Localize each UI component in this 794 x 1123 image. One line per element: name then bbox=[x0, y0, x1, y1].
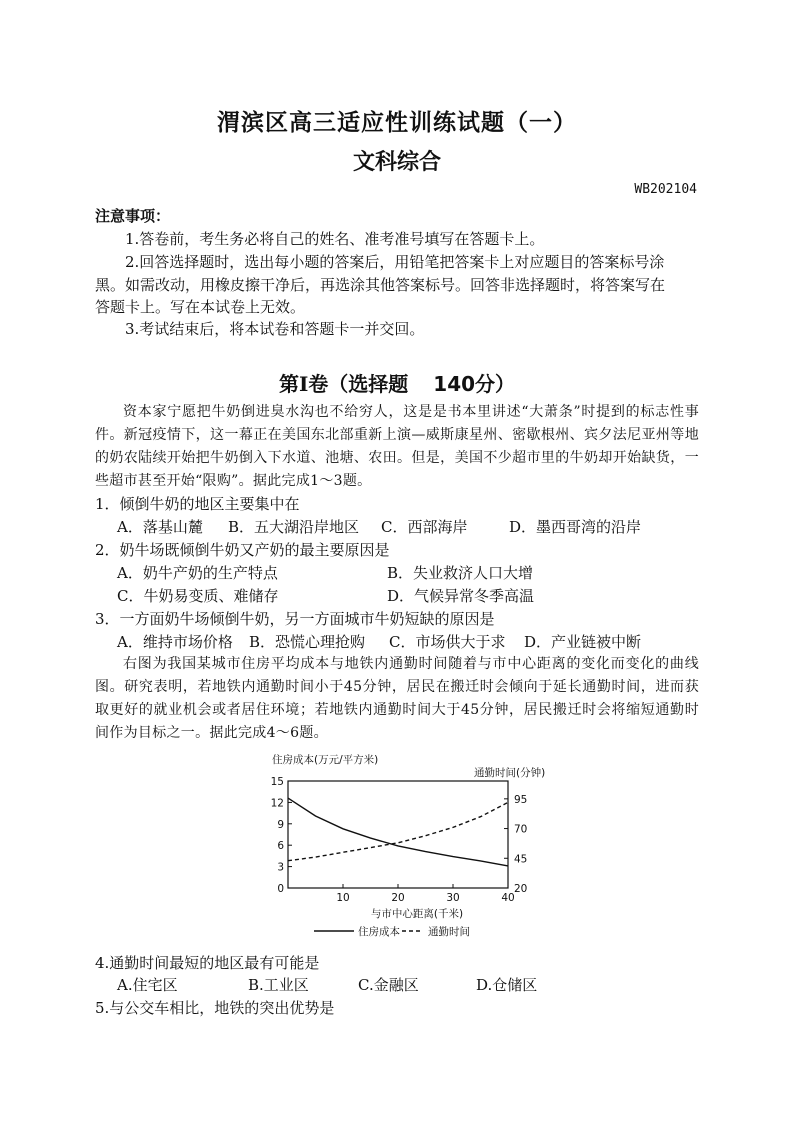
option-c: C．西部海岸 bbox=[381, 518, 468, 536]
option-a: A．落基山麓 bbox=[117, 518, 203, 536]
notice-heading: 注意事项： bbox=[95, 207, 171, 225]
question-stem: 1．倾倒牛奶的地区主要集中在 bbox=[95, 495, 300, 513]
housing-cost-line bbox=[288, 798, 508, 866]
question-stem: 4.通勤时间最短的地区最有可能是 bbox=[95, 954, 320, 972]
option-b: B．五大湖沿岸地区 bbox=[228, 518, 360, 536]
x-tick-label: 20 bbox=[391, 892, 405, 904]
y-tick-label: 12 bbox=[270, 797, 284, 810]
option-c: C．牛奶易变质、难储存 bbox=[117, 587, 279, 605]
y-tick-label: 15 bbox=[270, 776, 284, 788]
y2-tick-label: 70 bbox=[514, 823, 528, 836]
option-a: A．奶牛产奶的生产特点 bbox=[117, 564, 278, 582]
option-b: B.工业区 bbox=[248, 976, 309, 994]
option-d: D.仓储区 bbox=[476, 976, 538, 994]
plot-frame bbox=[288, 781, 508, 888]
notice-line: 答题卡上。写在本试卷上无效。 bbox=[95, 298, 306, 316]
section-score: 140分 bbox=[433, 372, 496, 396]
question-stem: 2．奶牛场既倾倒牛奶又产奶的最主要原因是 bbox=[95, 541, 390, 559]
passage-commute: 右图为我国某城市住房平均成本与地铁内通勤时间随着与市中心距离的变化而变化的曲线图。研究表明，若地铁内通勤时间小于45分钟，居民在搬迁时会倾向于延长通勤时间，进而获取更好的就业机会或者居住环境；若地铁内通勤时间大于45分钟，居民搬迁时会将缩短通勤时间作为目标之一。据此完成4～6题。 bbox=[95, 656, 699, 741]
option-d: D．气候异常冬季高温 bbox=[387, 587, 535, 605]
commute-time-line bbox=[288, 802, 508, 860]
y2-tick-label: 20 bbox=[514, 883, 528, 895]
y-tick-label: 9 bbox=[277, 818, 284, 831]
y2-tick-label: 45 bbox=[514, 853, 528, 866]
option-d: D．墨西哥湾的沿岸 bbox=[509, 518, 642, 536]
notice-line: 1.答卷前，考生务必将自己的姓名、准考准号填写在答题卡上。 bbox=[125, 230, 545, 248]
option-b: B．失业救济人口大增 bbox=[387, 564, 534, 582]
option-c: C.金融区 bbox=[358, 976, 419, 994]
option-a: A.住宅区 bbox=[117, 976, 178, 994]
x-tick-label: 10 bbox=[336, 892, 350, 904]
section-title-close: ） bbox=[495, 372, 516, 396]
chart-ylabel: 住房成本(万元/平方米) bbox=[272, 754, 379, 766]
option-c: C．市场供大于求 bbox=[389, 633, 506, 651]
passage-milk: 资本家宁愿把牛奶倒进臭水沟也不给穷人，这是是书本里讲述“大萧条”时提到的标志性事件。新冠疫情下，这一幕正在美国东北部重新上演—威斯康星州、密歇根州、宾夕法尼亚州等地的奶农陆续开始把牛奶倒入下水道、池塘、农田。但是，美国不少超市里的牛奶却开始缺货，一些超市甚至开始“限购”。据此完成1～3题。 bbox=[95, 404, 699, 489]
exam-title: 渭滨区高三适应性训练试题（一） bbox=[217, 109, 577, 136]
chart-y2label: 通勤时间(分钟) bbox=[474, 767, 546, 779]
section-title bbox=[0, 368, 794, 397]
y2-tick-label: 95 bbox=[514, 793, 528, 806]
question-stem: 5.与公交车相比，地铁的突出优势是 bbox=[95, 999, 335, 1017]
chart-xlabel: 与市中心距离(千米) bbox=[370, 908, 464, 920]
y-tick-label: 3 bbox=[277, 861, 284, 874]
question-stem: 3．一方面奶牛场倾倒牛奶，另一方面城市牛奶短缺的原因是 bbox=[95, 610, 495, 628]
exam-subtitle: 文科综合 bbox=[352, 149, 441, 175]
legend-label: 住房成本 bbox=[358, 926, 400, 938]
option-a: A．维持市场价格 bbox=[117, 633, 233, 651]
option-b: B．恐慌心理抢购 bbox=[249, 633, 366, 651]
legend-label: 通勤时间 bbox=[428, 926, 470, 938]
section-title-text: 第Ⅰ卷（选择题 bbox=[278, 372, 409, 396]
notice-line: 2.回答选择题时，选出每小题的答案后，用铅笔把答案卡上对应题目的答案标号涂 bbox=[125, 253, 665, 271]
notice-line: 黑。如需改动，用橡皮擦干净后，再选涂其他答案标号。回答非选择题时，将答案写在 bbox=[95, 276, 666, 294]
notice-line: 3.考试结束后，将本试卷和答题卡一并交回。 bbox=[125, 320, 425, 338]
x-tick-label: 30 bbox=[446, 892, 460, 904]
exam-code: WB202104 bbox=[634, 182, 697, 197]
commute-cost-chart bbox=[262, 748, 562, 943]
y-tick-label: 0 bbox=[277, 883, 284, 895]
y-tick-label: 6 bbox=[277, 840, 284, 853]
x-tick-label: 40 bbox=[501, 892, 515, 904]
option-d: D．产业链被中断 bbox=[524, 633, 642, 651]
